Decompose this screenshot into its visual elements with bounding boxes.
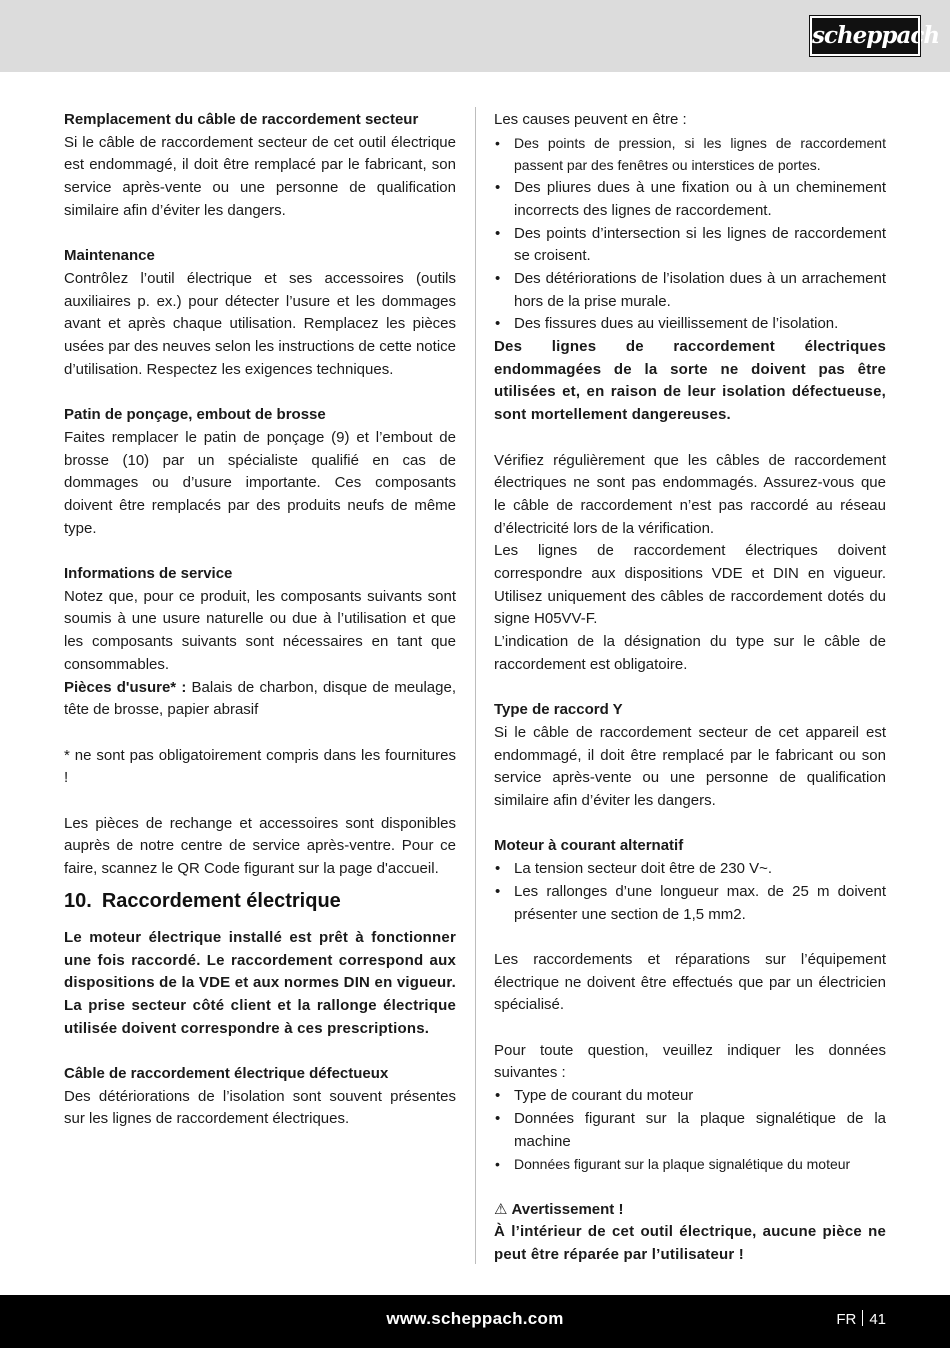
questions-list	[494, 1085, 886, 1176]
heading-ac-motor: Moteur à courant alternatif	[494, 837, 684, 855]
section-title	[64, 887, 456, 915]
list-item: • Des détériorations de l’isolation dues à un arrachement hors de la prise murale.	[495, 269, 886, 310]
list-item: • Des pliures dues à une fixation ou à un cheminement incorrects des lignes de raccordement.	[495, 179, 886, 219]
section-number: 10.	[64, 889, 92, 912]
list-item: • Des points de pression, si les lignes de raccordement passent par des fenêtres ou interstices de portes.	[495, 134, 886, 174]
wear-parts-label: Pièces d'usure* :	[64, 678, 187, 696]
paragraph-check-3: L’indication de la désignation du type sur le câble de raccordement est obligatoire.	[494, 633, 886, 673]
list-item: • Données figurant sur la plaque signalétique de la machine	[495, 1109, 886, 1150]
language-code: FR	[836, 1311, 857, 1328]
causes-intro: Les causes peuvent en être :	[494, 111, 687, 128]
section-title-text: Raccordement électrique	[101, 889, 341, 912]
paragraph-defective-cable: Des détériorations de l’isolation sont souvent présentes sur les lignes de raccordement électriques.	[64, 1087, 456, 1128]
heading-y-connection: Type de raccord Y	[494, 701, 623, 719]
page-separator	[862, 1310, 863, 1326]
paragraph-maintenance: Contrôlez l’outil électrique et ses accessoires (outils auxiliaires p. ex.) pour détecter l’usure et les dommages avant et après chaque utilisation. Remplacez les pièces usées par des neuves selon les instructions de cette notice d’utilisation. Respectez les exigences techniques.	[64, 269, 456, 378]
page-number: 41	[869, 1311, 886, 1328]
page-footer	[0, 1295, 950, 1348]
questions-intro: Pour toute question, veuillez indiquer les données suivantes :	[494, 1041, 886, 1082]
list-item: • Type de courant du moteur	[495, 1087, 694, 1105]
list-item: • Les rallonges d’une longueur max. de 25 m doivent présenter une section de 1,5 mm2.	[495, 882, 886, 923]
paragraph-check-1: Vérifiez régulièrement que les câbles de raccordement électriques ne sont pas endommagés. Assurez-vous que le câble de raccordement n’est pas raccordé au réseau d’électricité lors de la vérification.	[494, 451, 886, 537]
paragraph-electrical-intro: Le moteur électrique installé est prêt à fonctionner une fois raccordé. Le raccordement correspond aux dispositions de la VDE et aux normes DIN en vigueur. La prise secteur côté client et la rallonge électrique utilisée doivent correspondre à ces prescriptions.	[64, 928, 456, 1037]
paragraph-check-2: Les lignes de raccordement électriques doivent correspondre aux dispositions VDE et DIN en vigueur. Utilisez uniquement des câbles de raccordement dotés du signe H05VV-F.	[494, 542, 886, 628]
paragraph-spare-parts: Les pièces de rechange et accessoires sont disponibles auprès de notre centre de service après-ventre. Pour ce faire, scannez le QR Code figurant sur la page d'accueil.	[64, 814, 456, 878]
wear-parts-text: Balais de charbon, disque de meulage, tête de brosse, papier abrasif	[64, 678, 456, 719]
wear-parts-line	[64, 677, 456, 722]
warning-title: Avertissement !	[511, 1200, 624, 1218]
brand-logo: scheppach	[810, 16, 920, 56]
paragraph-repairs: Les raccordements et réparations sur l’équipement électrique ne doivent être effectués que par un électricien spécialisé.	[494, 950, 886, 1014]
warning-triangle-icon: ⚠	[494, 1200, 508, 1218]
ac-motor-list	[494, 858, 886, 926]
column-divider	[475, 107, 476, 1264]
list-item: • Des points d’intersection si les lignes de raccordement se croisent.	[495, 224, 886, 265]
heading-defective-cable: Câble de raccordement électrique défectueux	[64, 1065, 389, 1083]
page-indicator	[836, 1310, 886, 1328]
left-column	[64, 109, 456, 1131]
list-item: • Données figurant sur la plaque signalétique du moteur	[495, 1156, 851, 1173]
page-header	[0, 0, 950, 72]
heading-service-info: Informations de service	[64, 565, 233, 583]
paragraph-y-connection: Si le câble de raccordement secteur de cet appareil est endommagé, il doit être remplacé par le fabricant ou son service après-vente ou une personne de qualification similaire afin d’éviter les dangers.	[494, 723, 886, 810]
paragraph-sanding-pad: Faites remplacer le patin de ponçage (9) et l’embout de brosse (10) par un spécialiste qualifié en cas de dommages ou d’usure importante. Ces composants doivent être remplacés par des produits neufs de même type.	[64, 428, 456, 537]
footnote: * ne sont pas obligatoirement compris dans les fournitures !	[64, 746, 456, 787]
heading-sanding-pad: Patin de ponçage, embout de brosse	[64, 406, 326, 424]
warning-heading	[494, 1199, 886, 1222]
website-link[interactable]: www.scheppach.com	[386, 1309, 564, 1328]
paragraph-service-info: Notez que, pour ce produit, les composants suivants sont soumis à une usure naturelle ou due à l’utilisation et que les composants suivants sont nécessaires en tant que consommables.	[64, 587, 456, 673]
causes-list	[494, 132, 886, 336]
heading-mains-cable-replacement: Remplacement du câble de raccordement secteur	[64, 111, 419, 128]
heading-maintenance: Maintenance	[64, 247, 155, 265]
list-item: • Des fissures dues au vieillissement de l’isolation.	[495, 315, 839, 333]
right-column	[494, 109, 886, 1267]
list-item: • La tension secteur doit être de 230 V~.	[495, 860, 773, 878]
warning-body: À l’intérieur de cet outil électrique, aucune pièce ne peut être réparée par l’utilisateur !	[494, 1223, 886, 1264]
paragraph-danger: Des lignes de raccordement électriques endommagées de la sorte ne doivent pas être utilisées et, en raison de leur isolation défectueuse, sont mortellement dangereuses.	[494, 338, 886, 424]
paragraph-mains-cable-replacement: Si le câble de raccordement secteur de cet outil électrique est endommagé, il doit être remplacé par le fabricant, son service après-vente ou une personne de qualification similaire afin d’éviter les dangers.	[64, 133, 456, 219]
